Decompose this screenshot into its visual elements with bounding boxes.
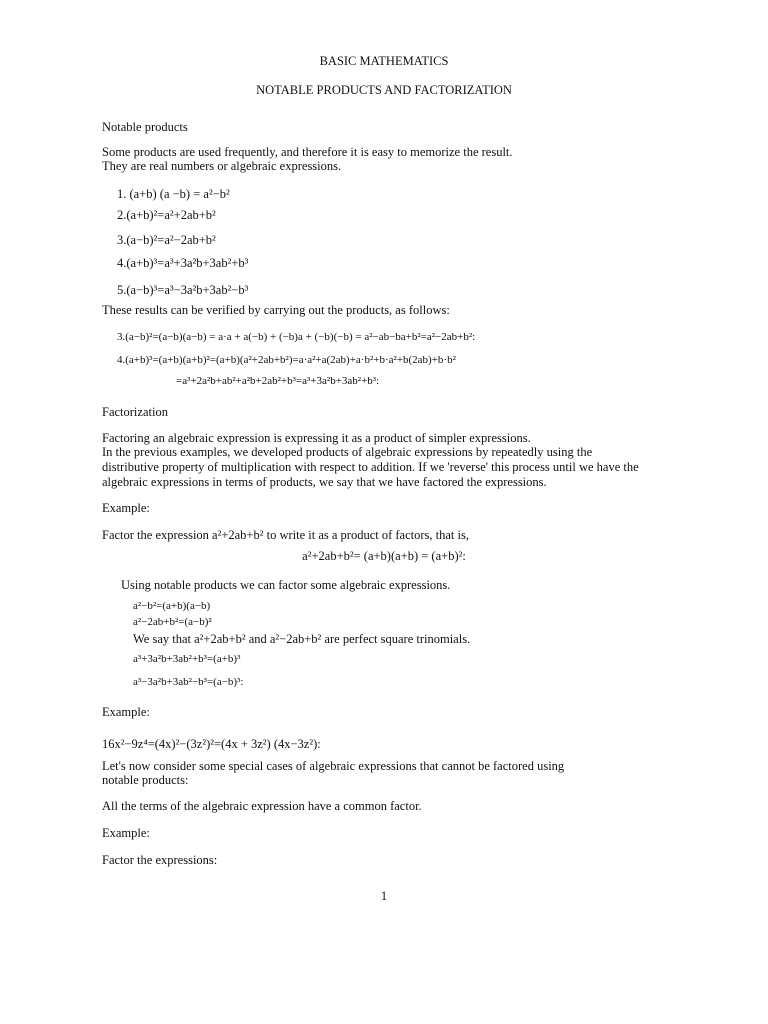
intro-line-2: They are real numbers or algebraic expressions.	[102, 159, 342, 173]
common-factor-statement: All the terms of the algebraic expression have a common factor.	[102, 799, 422, 813]
page-number: 1	[380, 889, 388, 903]
verify-line-3: =a³+2a²b+ab²+a²b+2ab²+b³=a³+3a²b+3ab²+b³:	[176, 375, 380, 387]
factorization-paragraph-line-4: algebraic expressions in terms of products, we say that we have factored the expressions.	[102, 475, 547, 489]
notable-product-3: 3.(a−b)²=a²−2ab+b²	[117, 233, 216, 247]
verify-line-2: 4.(a+b)³=(a+b)(a+b)²=(a+b)(a²+2ab+b²)=a·a²+a(2ab)+a·b²+b·a²+b(2ab)+b·b²	[117, 354, 456, 366]
notable-product-1: 1. (a+b) (a −b) = a²−b²	[117, 187, 230, 201]
example-label-1: Example:	[102, 501, 150, 515]
example-label-3: Example:	[102, 826, 150, 840]
factorization-paragraph-line-3: distributive property of multiplication with respect to addition. If we 'reverse' this process until we have the	[102, 460, 639, 474]
factor-example-2: a²−2ab+b²=(a−b)²	[133, 616, 212, 628]
factor-the-expressions: Factor the expressions:	[102, 853, 218, 867]
verify-intro: These results can be verified by carrying out the products, as follows:	[102, 303, 450, 317]
factor-example-4: a³−3a²b+3ab²−b³=(a−b)³:	[133, 676, 244, 688]
special-cases-line-1: Let's now consider some special cases of algebraic expressions that cannot be factored using	[102, 759, 565, 773]
factorization-paragraph-line-2: In the previous examples, we developed products of algebraic expressions by repeatedly using the	[102, 445, 593, 459]
section-heading-notable-products: Notable products	[102, 120, 188, 134]
factor-result-equation: a²+2ab+b²= (a+b)(a+b) = (a+b)²:	[302, 549, 466, 563]
notable-product-4: 4.(a+b)³=a³+3a²b+3ab²+b³	[117, 256, 249, 270]
using-notable-products-line: Using notable products we can factor some algebraic expressions.	[121, 578, 451, 592]
factor-example-3: a³+3a²b+3ab²+b³=(a+b)³	[133, 653, 241, 665]
document-title: BASIC MATHEMATICS	[319, 54, 449, 68]
example-2-expression: 16x²−9z⁴=(4x)²−(3z²)²=(4x + 3z²) (4x−3z²):	[102, 737, 321, 751]
notable-product-2: 2.(a+b)²=a²+2ab+b²	[117, 208, 216, 222]
intro-line-1: Some products are used frequently, and therefore it is easy to memorize the result.	[102, 145, 513, 159]
example-label-2: Example:	[102, 705, 150, 719]
factor-expression-line: Factor the expression a²+2ab+b² to write it as a product of factors, that is,	[102, 528, 469, 542]
document-subtitle: NOTABLE PRODUCTS AND FACTORIZATION	[256, 83, 512, 97]
factorization-paragraph-line-1: Factoring an algebraic expression is expressing it as a product of simpler expressions.	[102, 431, 531, 445]
perfect-square-statement: We say that a²+2ab+b² and a²−2ab+b² are perfect square trinomials.	[133, 632, 471, 646]
verify-line-1: 3.(a−b)²=(a−b)(a−b) = a·a + a(−b) + (−b)a + (−b)(−b) = a²−ab−ba+b²=a²−2ab+b²:	[117, 331, 476, 343]
special-cases-line-2: notable products:	[102, 773, 189, 787]
factor-example-1: a²−b²=(a+b)(a−b)	[133, 600, 211, 612]
section-heading-factorization: Factorization	[102, 405, 168, 419]
notable-product-5: 5.(a−b)³=a³−3a²b+3ab²−b³	[117, 283, 249, 297]
